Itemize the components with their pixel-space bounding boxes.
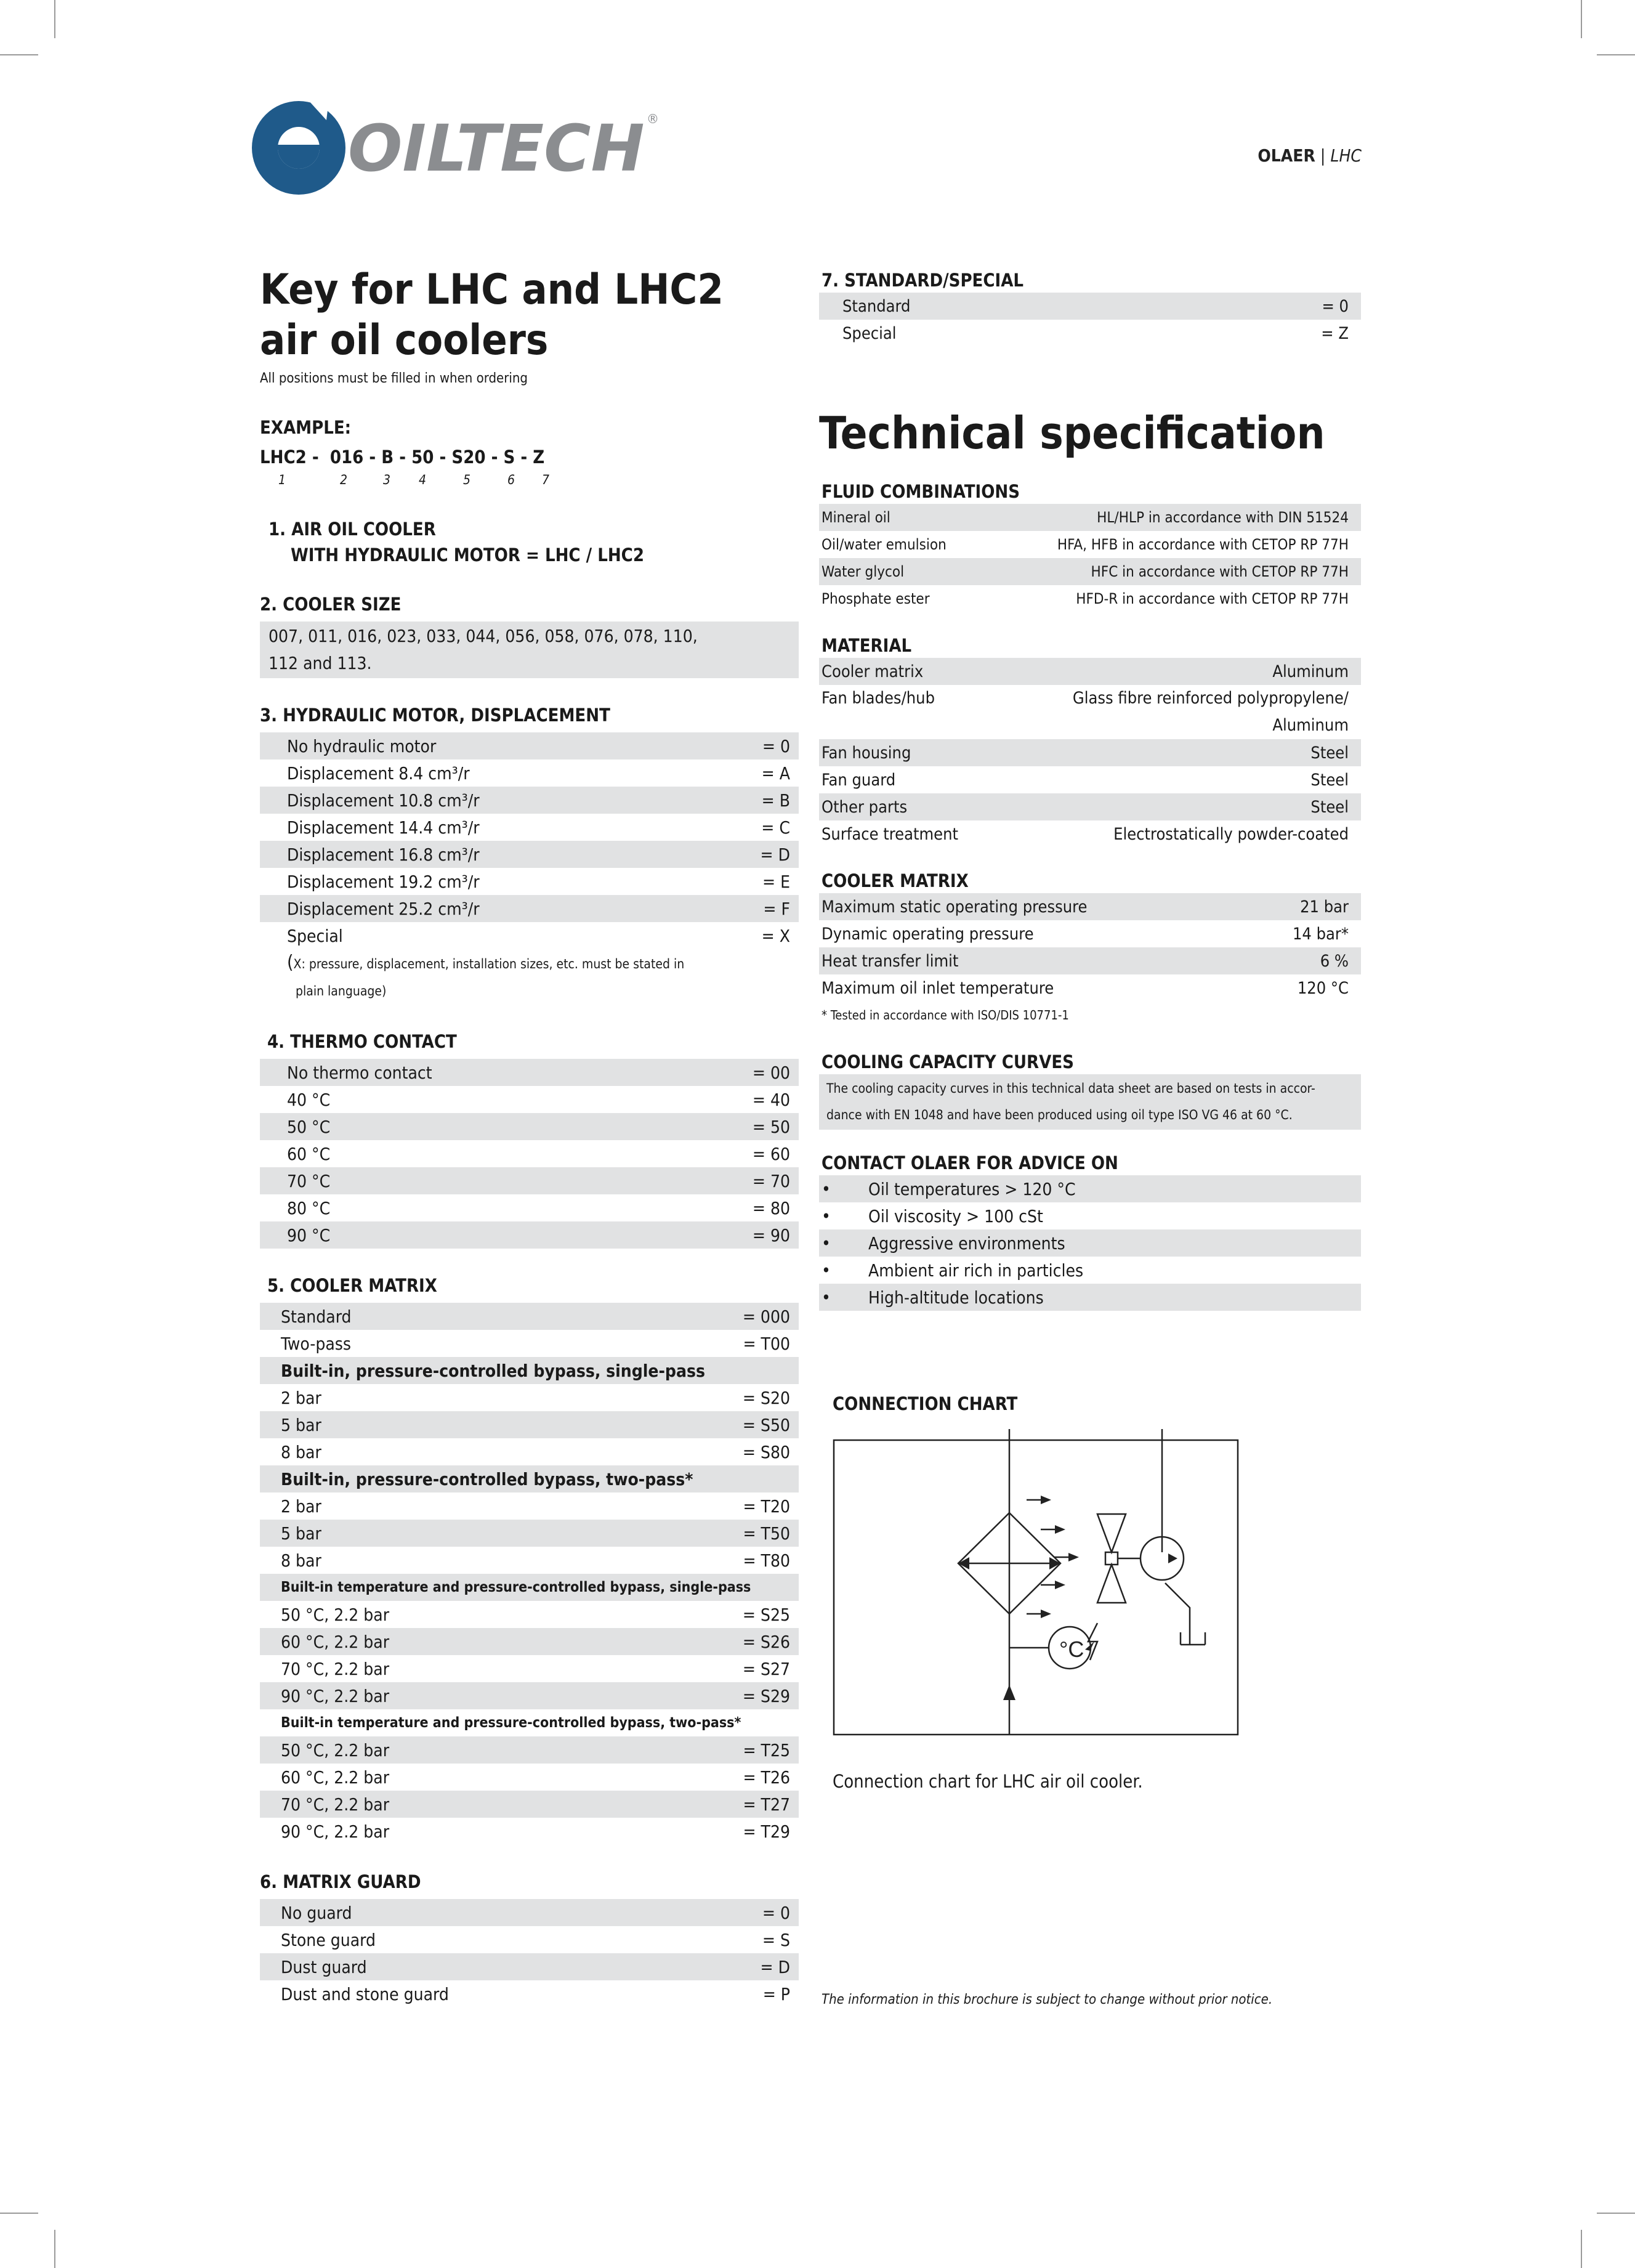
row-code: = T25 bbox=[743, 1739, 790, 1760]
row-label: Displacement 16.8 cm³/r bbox=[287, 844, 480, 865]
list-item bbox=[819, 1257, 1361, 1284]
row-label: Displacement 10.8 cm³/r bbox=[287, 790, 480, 811]
cooler-matrix-heading: COOLER MATRIX bbox=[822, 870, 969, 891]
table-row bbox=[819, 739, 1361, 766]
page-title bbox=[260, 265, 799, 366]
row-code: = B bbox=[761, 790, 790, 811]
row-label: 8 bar bbox=[281, 1441, 321, 1462]
table-row bbox=[819, 658, 1361, 685]
section-4-heading: 4. THERMO CONTACT bbox=[267, 1031, 457, 1052]
row-label: 70 °C, 2.2 bar bbox=[281, 1658, 390, 1679]
table-row bbox=[260, 1140, 799, 1167]
row-label: 5 bar bbox=[281, 1414, 321, 1435]
row-label: 60 °C, 2.2 bar bbox=[281, 1631, 390, 1652]
table-row bbox=[260, 1384, 799, 1411]
table-row bbox=[819, 293, 1361, 320]
paragraph-line: dance with EN 1048 and have been produced using oil type ISO VG 46 at 60 °C. bbox=[826, 1108, 1293, 1122]
tech-spec-title: Technical specification bbox=[819, 407, 1325, 459]
row-label: 90 °C, 2.2 bar bbox=[281, 1821, 390, 1842]
list-item bbox=[819, 1202, 1361, 1229]
row-label: Water glycol bbox=[822, 563, 905, 580]
crop-mark bbox=[1597, 54, 1635, 55]
row-value-line: Aluminum bbox=[1272, 716, 1349, 735]
row-value: 6 % bbox=[1320, 951, 1349, 971]
oiltech-logo bbox=[249, 95, 668, 200]
list-item-text: Oil temperatures > 120 °C bbox=[868, 1178, 1076, 1199]
row-code: = 50 bbox=[752, 1116, 790, 1137]
table-row bbox=[260, 787, 799, 814]
row-label: Oil/water emulsion bbox=[822, 536, 947, 553]
position-number: 1 bbox=[278, 472, 286, 487]
table-row bbox=[260, 732, 799, 759]
table-row bbox=[260, 1330, 799, 1357]
row-code: = S50 bbox=[742, 1414, 790, 1435]
row-label: Cooler matrix bbox=[822, 662, 924, 681]
row-code: = X bbox=[761, 925, 790, 946]
curves-heading: COOLING CAPACITY CURVES bbox=[822, 1051, 1074, 1072]
title-line-1: Key for LHC and LHC2 bbox=[260, 265, 724, 314]
row-code: = E bbox=[762, 871, 790, 892]
row-value: Steel bbox=[1310, 797, 1349, 817]
row-label: Displacement 14.4 cm³/r bbox=[287, 817, 480, 838]
list-item bbox=[819, 1175, 1361, 1202]
table-row bbox=[260, 1492, 799, 1520]
table-row bbox=[260, 1899, 799, 1926]
motor-table bbox=[260, 732, 799, 1005]
position-number: 7 bbox=[542, 472, 550, 487]
paragraph-line: The cooling capacity curves in this technical data sheet are based on tests in accor- bbox=[826, 1081, 1315, 1096]
table-row bbox=[260, 1628, 799, 1655]
row-label: Special bbox=[842, 323, 897, 343]
logo-text: OILTECH bbox=[348, 111, 645, 186]
row-value: HFD-R in accordance with CETOP RP 77H bbox=[1076, 590, 1349, 607]
crop-mark bbox=[0, 54, 38, 55]
table-row bbox=[819, 947, 1361, 974]
row-code: = 60 bbox=[752, 1143, 790, 1164]
table-row bbox=[819, 793, 1361, 820]
example-code: LHC2 - 016 - B - 50 - S20 - S - Z bbox=[260, 447, 545, 468]
bullet-icon: • bbox=[822, 1233, 831, 1253]
guard-table bbox=[260, 1899, 799, 2007]
row-value bbox=[1073, 685, 1349, 739]
row-code: = S80 bbox=[742, 1441, 790, 1462]
table-row bbox=[260, 1520, 799, 1547]
table-row bbox=[260, 1926, 799, 1953]
row-label: No thermo contact bbox=[287, 1062, 432, 1083]
row-code: = A bbox=[761, 763, 790, 784]
row-code: = T50 bbox=[743, 1523, 790, 1544]
note-line: X: pressure, displacement, installation sizes, etc. must be stated in bbox=[293, 957, 685, 971]
row-label: 70 °C bbox=[287, 1170, 331, 1191]
list-item-text: Aggressive environments bbox=[868, 1233, 1065, 1253]
table-row bbox=[260, 1303, 799, 1330]
row-label: 70 °C, 2.2 bar bbox=[281, 1794, 390, 1815]
table-row bbox=[260, 759, 799, 787]
row-label: Maximum static operating pressure bbox=[822, 897, 1088, 917]
row-code: = S bbox=[762, 1929, 790, 1950]
row-label: Built-in, pressure-controlled bypass, single-pass bbox=[281, 1360, 705, 1381]
position-number: 6 bbox=[507, 472, 515, 487]
row-code: = T27 bbox=[743, 1794, 790, 1815]
section-1-subheading: WITH HYDRAULIC MOTOR = LHC / LHC2 bbox=[291, 545, 644, 565]
row-label: Stone guard bbox=[281, 1929, 376, 1950]
section-6-heading: 6. MATRIX GUARD bbox=[260, 1871, 421, 1892]
table-row bbox=[260, 1086, 799, 1113]
table-row bbox=[260, 922, 799, 949]
row-value: 21 bar bbox=[1300, 897, 1349, 917]
brand-name: OLAER bbox=[1258, 145, 1315, 166]
fluid-heading: FLUID COMBINATIONS bbox=[822, 481, 1020, 502]
table-row bbox=[260, 1682, 799, 1709]
row-label: Heat transfer limit bbox=[822, 951, 959, 971]
row-code: = 90 bbox=[752, 1225, 790, 1245]
row-label: Dust and stone guard bbox=[281, 1983, 449, 2004]
row-label: Other parts bbox=[822, 797, 908, 817]
row-label: Dust guard bbox=[281, 1956, 367, 1977]
cooler-size-box bbox=[260, 622, 799, 678]
row-code: = T26 bbox=[743, 1767, 790, 1788]
row-code: = 000 bbox=[742, 1306, 790, 1327]
table-row bbox=[819, 820, 1361, 848]
list-item-text: Oil viscosity > 100 cSt bbox=[868, 1205, 1043, 1226]
row-value: HL/HLP in accordance with DIN 51524 bbox=[1097, 509, 1349, 526]
row-label: 90 °C bbox=[287, 1225, 331, 1245]
table-row bbox=[260, 1167, 799, 1194]
row-value: Steel bbox=[1310, 770, 1349, 790]
section-2-heading: 2. COOLER SIZE bbox=[260, 594, 402, 615]
crop-mark bbox=[1581, 0, 1582, 38]
row-code: = T20 bbox=[743, 1496, 790, 1517]
special-note bbox=[260, 949, 799, 978]
section-5-heading: 5. COOLER MATRIX bbox=[267, 1275, 437, 1296]
row-label: 50 °C, 2.2 bar bbox=[281, 1604, 390, 1625]
bullet-icon: • bbox=[822, 1205, 831, 1226]
table-row bbox=[819, 320, 1361, 347]
row-code: = D bbox=[760, 1956, 790, 1977]
row-label: 60 °C, 2.2 bar bbox=[281, 1767, 390, 1788]
row-label: 50 °C bbox=[287, 1116, 331, 1137]
table-row bbox=[260, 1438, 799, 1465]
row-label: Maximum oil inlet temperature bbox=[822, 978, 1054, 998]
table-row bbox=[260, 1764, 799, 1791]
row-value-line: Glass fibre reinforced polypropylene/ bbox=[1072, 689, 1349, 708]
matrix-table bbox=[260, 1303, 799, 1845]
section-1-heading: 1. AIR OIL COOLER bbox=[268, 519, 436, 540]
contact-heading: CONTACT OLAER FOR ADVICE ON bbox=[822, 1152, 1118, 1173]
table-row bbox=[260, 1194, 799, 1221]
row-label: Built-in temperature and pressure-controlled bypass, two-pass* bbox=[281, 1715, 741, 1731]
crop-mark bbox=[0, 2213, 38, 2214]
row-label: Built-in temperature and pressure-controlled bypass, single-pass bbox=[281, 1579, 751, 1595]
special-note-line-2: plain language) bbox=[296, 984, 387, 998]
row-code: = S25 bbox=[742, 1604, 790, 1625]
row-value: Electrostatically powder-coated bbox=[1113, 824, 1349, 844]
row-label: 80 °C bbox=[287, 1197, 331, 1218]
table-row bbox=[260, 1980, 799, 2007]
row-code: = 0 bbox=[762, 1902, 790, 1923]
list-item-text: High-altitude locations bbox=[868, 1287, 1044, 1308]
row-label: 90 °C, 2.2 bar bbox=[281, 1685, 390, 1706]
bullet-icon: • bbox=[822, 1287, 831, 1308]
row-code: = T29 bbox=[743, 1821, 790, 1842]
row-label: Special bbox=[287, 925, 343, 946]
table-row bbox=[819, 974, 1361, 1002]
row-value: HFC in accordance with CETOP RP 77H bbox=[1091, 563, 1349, 580]
table-row bbox=[260, 895, 799, 922]
row-value: Aluminum bbox=[1272, 662, 1349, 681]
table-row bbox=[260, 841, 799, 868]
row-value: 120 °C bbox=[1297, 978, 1349, 998]
row-code: = C bbox=[761, 817, 790, 838]
row-label: 2 bar bbox=[281, 1496, 321, 1517]
row-code: = P bbox=[762, 1983, 790, 2004]
row-label: Displacement 8.4 cm³/r bbox=[287, 763, 470, 784]
table-row bbox=[260, 1818, 799, 1845]
row-label: Fan guard bbox=[822, 770, 896, 790]
row-label: 40 °C bbox=[287, 1089, 331, 1110]
product-name: LHC bbox=[1330, 145, 1362, 166]
row-code: = 70 bbox=[752, 1170, 790, 1191]
row-label: Dynamic operating pressure bbox=[822, 924, 1034, 944]
curves-paragraph bbox=[819, 1074, 1361, 1130]
row-code: = 40 bbox=[752, 1089, 790, 1110]
crop-mark bbox=[54, 2230, 55, 2268]
row-label: Built-in, pressure-controlled bypass, two-pass* bbox=[281, 1468, 693, 1489]
row-code: = T80 bbox=[743, 1550, 790, 1571]
table-row bbox=[260, 1059, 799, 1086]
crop-mark bbox=[1597, 2213, 1635, 2214]
row-label: No guard bbox=[281, 1902, 352, 1923]
section-3-heading: 3. HYDRAULIC MOTOR, DISPLACEMENT bbox=[260, 705, 610, 726]
row-label: Standard bbox=[842, 296, 911, 316]
row-label: 60 °C bbox=[287, 1143, 331, 1164]
table-row bbox=[819, 766, 1361, 793]
list-item bbox=[819, 1284, 1361, 1311]
row-label: Two-pass bbox=[281, 1333, 352, 1354]
table-row bbox=[260, 814, 799, 841]
row-code: = S20 bbox=[742, 1387, 790, 1408]
row-value: Steel bbox=[1310, 743, 1349, 763]
row-label: Phosphate ester bbox=[822, 590, 930, 607]
table-row bbox=[260, 1601, 799, 1628]
row-code: = 80 bbox=[752, 1197, 790, 1218]
row-label: Fan housing bbox=[822, 743, 911, 763]
row-code: = D bbox=[760, 844, 790, 865]
test-footnote: * Tested in accordance with ISO/DIS 10771-1 bbox=[822, 1008, 1069, 1023]
title-line-2: air oil coolers bbox=[260, 316, 549, 365]
row-label: Surface treatment bbox=[822, 824, 959, 844]
table-row bbox=[260, 1113, 799, 1140]
row-value: 14 bar* bbox=[1292, 924, 1349, 944]
position-number: 4 bbox=[419, 472, 427, 487]
table-row bbox=[819, 585, 1361, 612]
position-number: 5 bbox=[463, 472, 471, 487]
table-subheading bbox=[260, 1709, 799, 1736]
brand-separator: | bbox=[1320, 145, 1326, 166]
table-row bbox=[260, 1655, 799, 1682]
table-row bbox=[819, 685, 1361, 739]
note-paren: ( bbox=[287, 952, 294, 973]
row-label: Standard bbox=[281, 1306, 352, 1327]
row-label: 50 °C, 2.2 bar bbox=[281, 1739, 390, 1760]
row-label: Displacement 25.2 cm³/r bbox=[287, 898, 480, 919]
cooler-size-line: 112 and 113. bbox=[268, 653, 372, 673]
table-row bbox=[819, 531, 1361, 558]
section-7-heading: 7. STANDARD/SPECIAL bbox=[822, 270, 1024, 291]
list-item bbox=[819, 1229, 1361, 1257]
table-subheading bbox=[260, 1465, 799, 1492]
crop-mark bbox=[1581, 2230, 1582, 2268]
table-row bbox=[819, 504, 1361, 531]
table-row bbox=[260, 868, 799, 895]
thermo-symbol-label: °C bbox=[1059, 1637, 1084, 1662]
key-column bbox=[260, 265, 799, 2007]
list-item-text: Ambient air rich in particles bbox=[868, 1260, 1084, 1281]
row-label: 8 bar bbox=[281, 1550, 321, 1571]
ordering-note: All positions must be filled in when ordering bbox=[260, 371, 528, 386]
row-label: Displacement 19.2 cm³/r bbox=[287, 871, 480, 892]
cooler-size-line: 007, 011, 016, 023, 033, 044, 056, 058, 076, 078, 110, bbox=[268, 626, 698, 646]
connection-chart-caption: Connection chart for LHC air oil cooler. bbox=[833, 1771, 1143, 1792]
disclaimer: The information in this brochure is subject to change without prior notice. bbox=[822, 1992, 1273, 2007]
row-label: Mineral oil bbox=[822, 509, 890, 526]
table-row bbox=[819, 920, 1361, 947]
spec-column bbox=[819, 265, 1361, 1311]
position-number: 3 bbox=[383, 472, 391, 487]
bullet-icon: • bbox=[822, 1260, 831, 1281]
bullet-icon: • bbox=[822, 1178, 831, 1199]
row-label: No hydraulic motor bbox=[287, 735, 437, 756]
position-number: 2 bbox=[340, 472, 348, 487]
table-row bbox=[260, 1791, 799, 1818]
registered-mark: ® bbox=[647, 111, 659, 126]
thermo-table bbox=[260, 1059, 799, 1249]
table-subheading bbox=[260, 1574, 799, 1601]
row-label: 5 bar bbox=[281, 1523, 321, 1544]
row-code: = 00 bbox=[752, 1062, 790, 1083]
table-row bbox=[260, 1547, 799, 1574]
table-subheading bbox=[260, 1357, 799, 1384]
row-code: = S26 bbox=[742, 1631, 790, 1652]
row-code: = 0 bbox=[762, 735, 790, 756]
row-code: = Z bbox=[1321, 323, 1349, 343]
example-label: EXAMPLE: bbox=[260, 417, 352, 438]
table-row bbox=[819, 558, 1361, 585]
row-code: = T00 bbox=[743, 1333, 790, 1354]
position-numbers bbox=[260, 468, 799, 492]
table-row bbox=[260, 1411, 799, 1438]
table-row bbox=[819, 893, 1361, 920]
connection-chart-heading: CONNECTION CHART bbox=[833, 1393, 1018, 1414]
row-code: = 0 bbox=[1322, 296, 1349, 316]
table-row bbox=[260, 1736, 799, 1764]
material-heading: MATERIAL bbox=[822, 635, 912, 656]
table-row bbox=[260, 1221, 799, 1249]
crop-mark bbox=[54, 0, 55, 38]
header-brand bbox=[1258, 145, 1362, 166]
row-value: HFA, HFB in accordance with CETOP RP 77H bbox=[1057, 536, 1349, 553]
row-label: 2 bar bbox=[281, 1387, 321, 1408]
table-row bbox=[260, 1953, 799, 1980]
row-code: = F bbox=[763, 898, 790, 919]
row-code: = S29 bbox=[742, 1685, 790, 1706]
connection-chart-diagram bbox=[833, 1423, 1245, 1743]
row-code: = S27 bbox=[742, 1658, 790, 1679]
row-label: Fan blades/hub bbox=[822, 689, 935, 708]
